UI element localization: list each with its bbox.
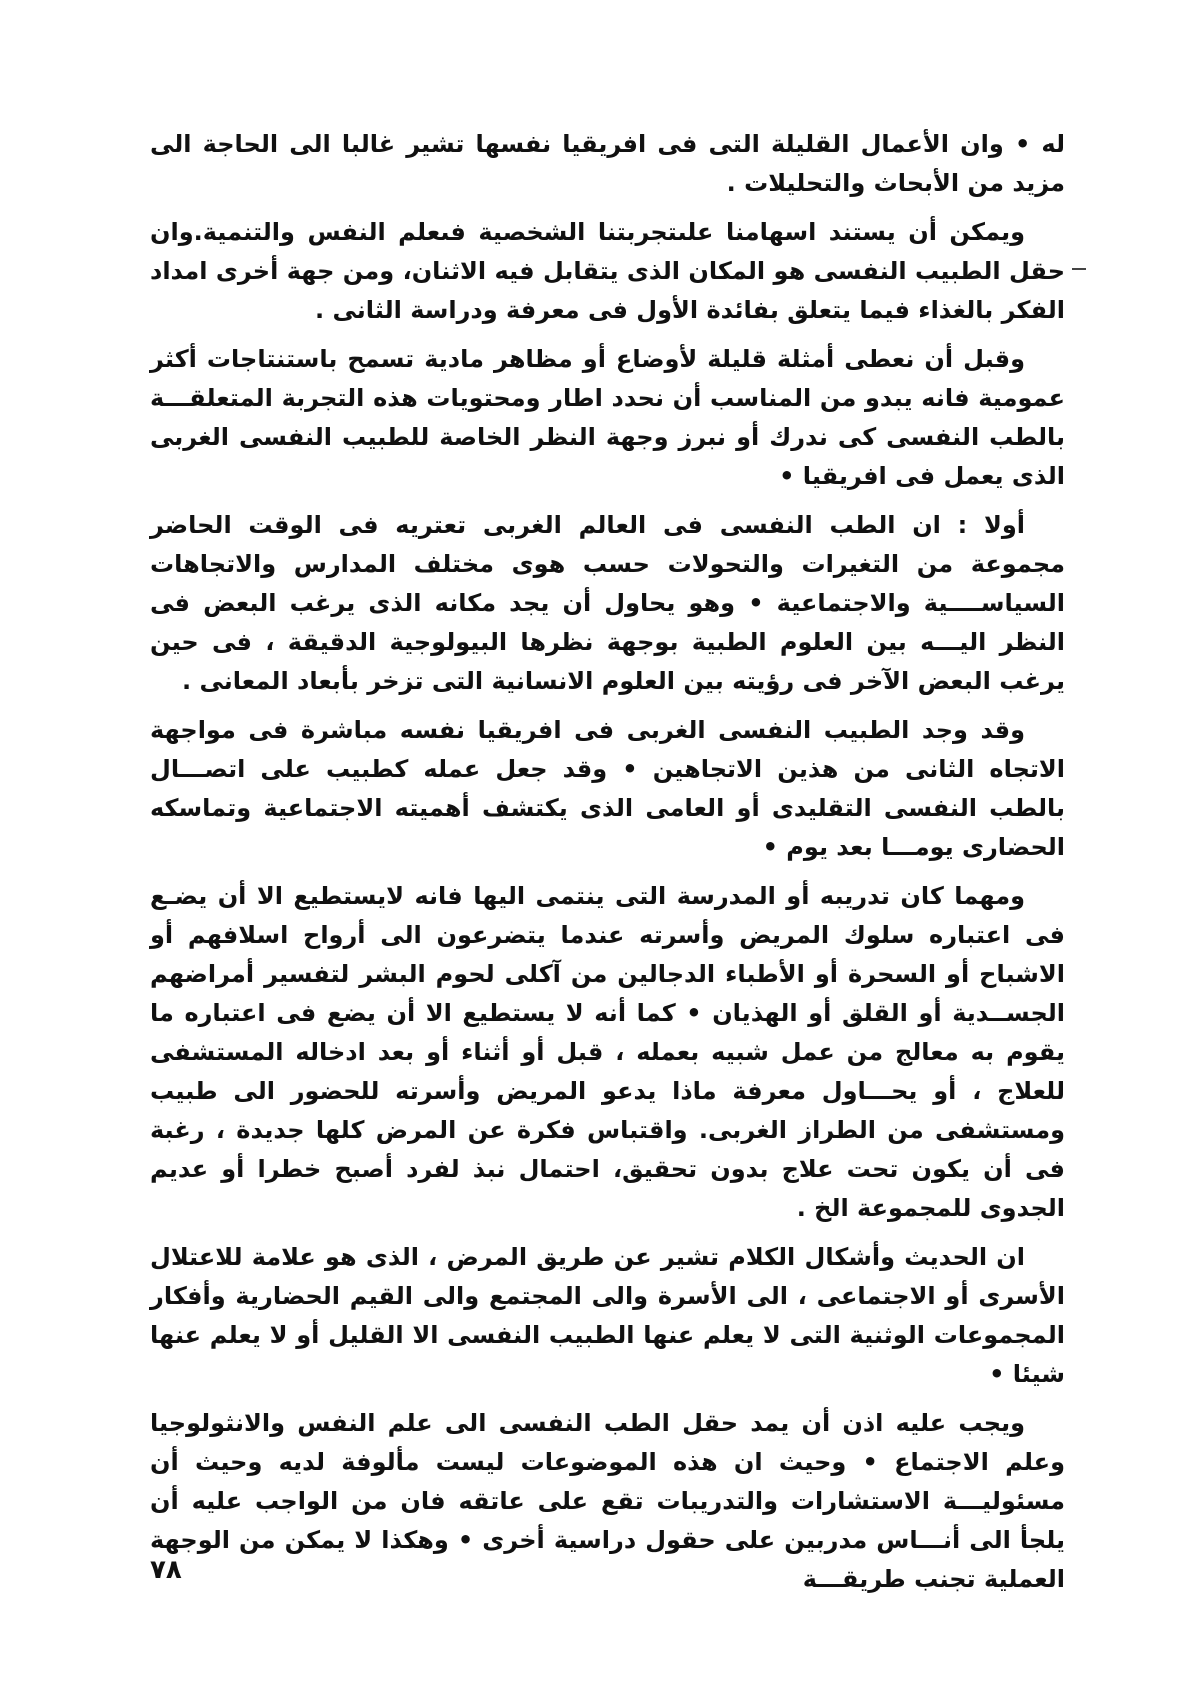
page-number: ٧٨	[150, 1555, 182, 1585]
paragraph-4: أولا : ان الطب النفسى فى العالم الغربى تعتريه فى الوقت الحاضر مجموعة من التغيرات والتحولات حسب هوى مختلف المدارس والاتجاهات السياســــية والاجتماعية • وهو يحاول أن يجد مكانه الذى يرغب البعض فى النظر اليـــه بين العلوم الطبية بوجهة نظرها البيولوجية الدقيقة ، فى حين يرغب البعض الآخر فى رؤيته بين العلوم الانسانية التى تزخر بأبعاد المعانى .	[150, 511, 1065, 695]
margin-mark	[1072, 268, 1086, 270]
body-text	[150, 125, 1065, 1609]
paragraph-3: وقبل أن نعطى أمثلة قليلة لأوضاع أو مظاهر مادية تسمح باستنتاجات أكثر عمومية فانه يبدو من المناسب أن نحدد اطار ومحتويات هذه التجربة المتعلقـــة بالطب النفسى كى ندرك أو نبرز وجهة النظر الخاصة للطبيب النفسى الغربى الذى يعمل فى افريقيا •	[150, 345, 1065, 490]
paragraph-7: ان الحديث وأشكال الكلام تشير عن طريق المرض ، الذى هو علامة للاعتلال الأسرى أو الاجتماعى ، الى الأسرة والى المجتمع والى القيم الحضارية وأفكار المجموعات الوثنية التى لا يعلم عنها الطبيب النفسى الا القليل أو لا يعلم عنها شيئا •	[150, 1243, 1065, 1388]
paragraph-2: ويمكن أن يستند اسهامنا علىتجربتنا الشخصية فىعلم النفس والتنمية.وان حقل الطبيب النفسى هو المكان الذى يتقابل فيه الاثنان، ومن جهة أخرى امداد الفكر بالغذاء فيما يتعلق بفائدة الأول فى معرفة ودراسة الثانى .	[150, 218, 1065, 324]
paragraph-8: ويجب عليه اذن أن يمد حقل الطب النفسى الى علم النفس والانثولوجيا وعلم الاجتماع • وحيث ان هذه الموضوعات ليست مألوفة لديه وحيث أن مسئوليـــة الاستشارات والتدريبات تقع على عاتقه فان من الواجب عليه أن يلجأ الى أنـــاس مدربين على حقول دراسية أخرى • وهكذا لا يمكن من الوجهة العملية تجنب طريقـــة	[150, 1409, 1065, 1593]
paragraph-6: ومهما كان تدريبه أو المدرسة التى ينتمى اليها فانه لايستطيع الا أن يضـع فى اعتباره سلوك المريض وأسرته عندما يتضرعون الى أرواح اسلافهم أو الاشباح أو السحرة أو الأطباء الدجالين من آكلى لحوم البشر لتفسير أمراضهم الجســدية أو القلق أو الهذيان • كما أنه لا يستطيع الا أن يضع فى اعتباره ما يقوم به معالج من عمل شبيه بعمله ، قبل أو أثناء أو بعد ادخاله المستشفى للعلاج ، أو يحـــاول معرفة ماذا يدعو المريض وأسرته للحضور الى طبيب ومستشفى من الطراز الغربى. واقتباس فكرة عن المرض كلها جديدة ، رغبة فى أن يكون تحت علاج بدون تحقيق، احتمال نبذ لفرد أصبح خطرا أو عديم الجدوى للمجموعة الخ .	[150, 882, 1065, 1222]
paragraph-5: وقد وجد الطبيب النفسى الغربى فى افريقيا نفسه مباشرة فى مواجهة الاتجاه الثانى من هذين الاتجاهين • وقد جعل عمله كطبيب على اتصـــال بالطب النفسى التقليدى أو العامى الذى يكتشف أهميته الاجتماعية وتماسكه الحضارى يومـــا بعد يوم •	[150, 716, 1065, 861]
paragraph-1: له • وان الأعمال القليلة التى فى افريقيا نفسها تشير غالبا الى الحاجة الى مزيد من الأبحاث والتحليلات .	[150, 130, 1065, 197]
